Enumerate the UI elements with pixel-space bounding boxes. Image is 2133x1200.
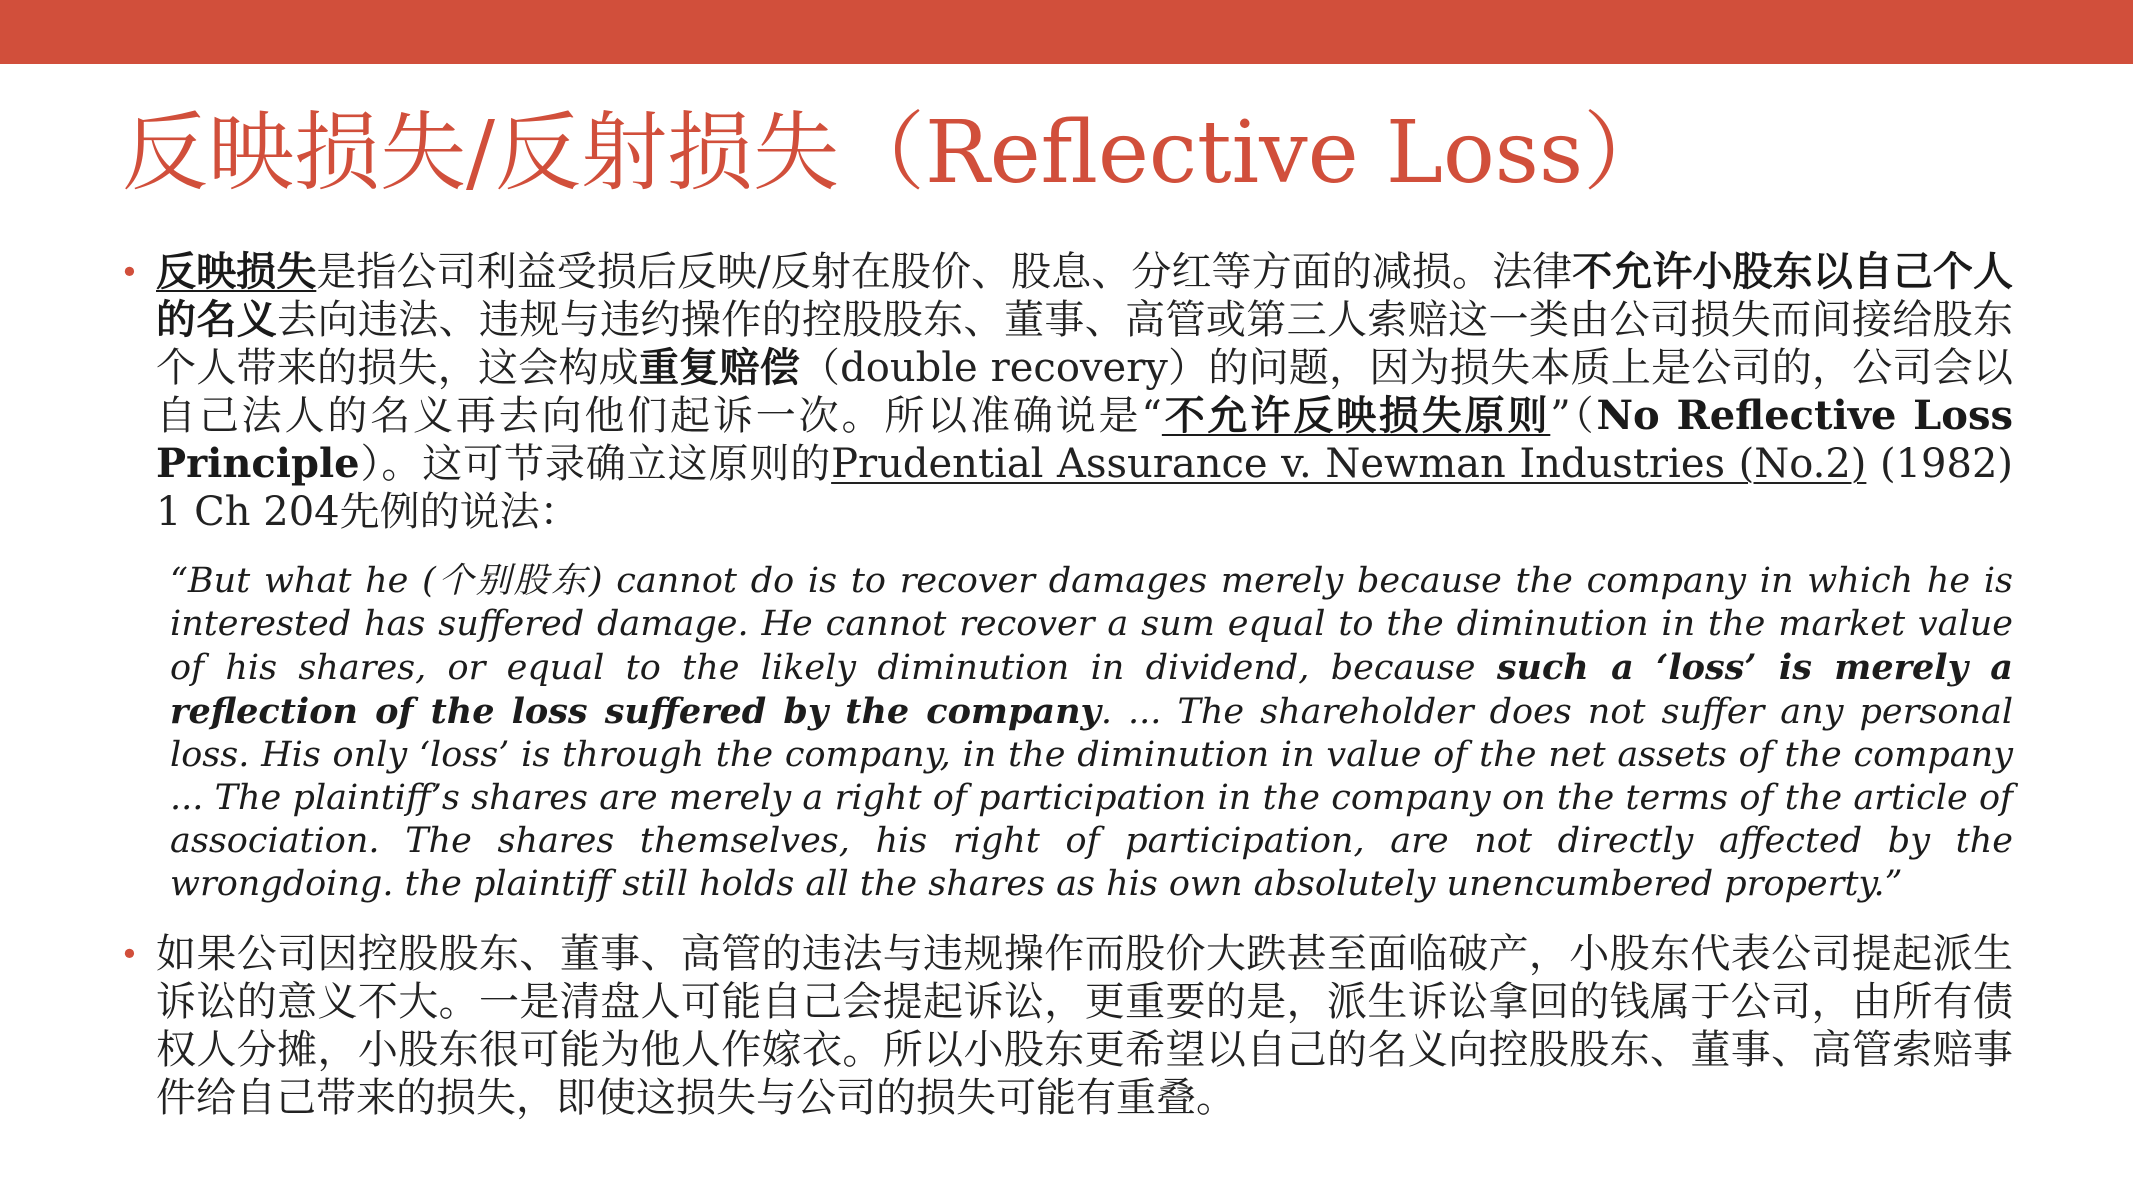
explanation-text: 去向违法、违规与违约操作的控股股东、董事、高管或第三人索赔这一类由公司损失而间接给股东个人带来的损失，这会构成 <box>156 297 2014 391</box>
top-accent-bar <box>0 0 2133 64</box>
quote-part-1: “But what he (个别股东) cannot do is to recover damages merely because the company in which he is interested has suffered damage. He cannot recover a sum equal to the diminution in the market value of his shares, or equal to the likely diminution in dividend, because <box>170 561 2013 688</box>
quote-part-2: . ... The shareholder does not suffer any personal loss. His only ‘loss’ is through the company, in the diminution in value of the net assets of the company ... The plaintiff’s shares are merely a right of participation in the company on the terms of the article of association. The shares themselves, his right of participation, are not directly affected by the wrongdoing. the plaintiff still holds all the shares as his own absolutely unencumbered property.” <box>170 692 2014 904</box>
double-recovery-text: （double recovery）的问题，因为损失本质上是公司的，公司会以自己法人的名义再去向他们起诉一次。所以准确说是“ <box>156 345 2014 439</box>
case-name: Prudential Assurance v. Newman Industries (No.2) <box>831 441 1867 487</box>
quote-close-text: ”（ <box>1550 393 1597 439</box>
case-quote <box>170 560 2013 906</box>
bullet-icon: • <box>120 935 139 973</box>
principle-name-en: No Reflective Loss Principle <box>156 392 2014 487</box>
principle-name-cn: 不允许反映损失原则 <box>1161 392 1551 439</box>
slide-body <box>120 248 2013 1122</box>
derivative-action-text: 如果公司因控股股东、董事、高管的违法与违规操作而股价大跌甚至面临破产，小股东代表公司提起派生诉讼的意义不大。一是清盘人可能自己会提起诉讼，更重要的是，派生诉讼拿回的钱属于公司，由所有债权人分摊，小股东很可能为他人作嫁衣。所以小股东更希望以自己的名义向控股股东、董事、高管索赔事件给自己带来的损失，即使这损失与公司的损失可能有重叠。 <box>156 931 2013 1121</box>
bullet-icon: • <box>120 253 139 291</box>
term-reflective-loss: 反映损失 <box>156 248 317 295</box>
bullet-derivative-action <box>120 930 2013 1122</box>
slide-title: 反映损失/反射损失（Reflective Loss） <box>122 103 1670 203</box>
emphasis-no-personal-claim: 不允许小股东以自己个人的名义 <box>156 248 2013 343</box>
bullet-reflective-loss-definition <box>120 248 2013 536</box>
quote-emphasis: such a ‘loss’ is merely a reflection of the loss suffered by the company <box>170 647 2013 732</box>
case-intro-text: ）。这可节录确立这原则的 <box>359 441 832 487</box>
emphasis-double-recovery: 重复赔偿 <box>638 344 800 391</box>
definition-text: 是指公司利益受损后反映/反射在股价、股息、分红等方面的减损。法律 <box>316 249 1573 295</box>
case-citation-text: (1982) 1 Ch 204先例的说法： <box>156 441 2013 535</box>
